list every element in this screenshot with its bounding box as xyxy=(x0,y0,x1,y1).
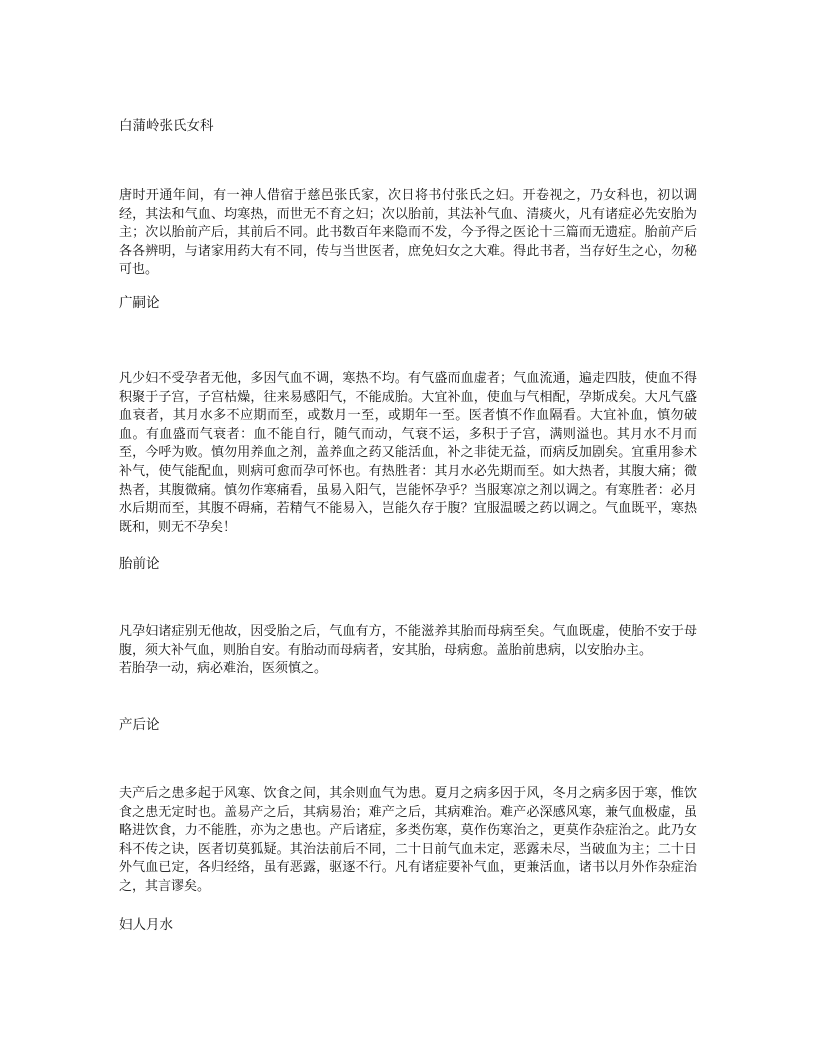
intro-paragraph xyxy=(119,187,697,280)
intro-text: 唐时开通年间，有一神人借宿于慈邑张氏家，次日将书付张氏之妇。开卷视之，乃女科也，初以调经，其法和气血、均寒热，而世无不育之妇；次以胎前，其法补气血、清痰火，凡有诸症必先安胎为主；次以胎前产后，其前后不同。此书数百年来隐而不发，今予得之医论十三篇而无遗症。胎前产后各各辨明，与诸家用药大有不同，传与当世医者，庶免妇女之大难。得此书者，当存好生之心，勿秘可也。 xyxy=(119,188,697,278)
paragraph: 若胎孕一动，病必难治，医须慎之。 xyxy=(119,661,328,677)
section-heading-yueshui: 妇人月水 xyxy=(119,917,173,933)
paragraph: 凡孕妇诸症别无他故，因受胎之后，气血有方，不能滋养其胎而母病至矣。气血既虚，使胎不安于母腹，须大补气血，则胎自安。有胎动而母病者，安其胎，母病愈。盖胎前患病，以安胎办主。 xyxy=(119,624,697,658)
section-body-guangsi xyxy=(119,370,697,537)
section-heading-chanhou: 产后论 xyxy=(119,717,160,733)
paragraph: 夫产后之患多起于风寒、饮食之间，其余则血气为患。夏月之病多因于风，冬月之病多因于寒，惟饮食之患无定时也。盖易产之后，其病易治；难产之后，其病难治。难产必深感风寒，兼气血极虚，虽略进饮食，力不能胜，亦为之患也。产后诸症，多类伤寒，莫作伤寒治之，更莫作杂症治之。此乃女科不传之诀，医者切莫狐疑。其治法前后不同，二十日前气血未定，恶露未尽，当破血为主；二十日外气血已定，各归经络，虽有恶露，驱逐不行。凡有诸症要补气血，更兼活血，诸书以月外作杂症治之，其言谬矣。 xyxy=(119,786,697,894)
paragraph: 凡少妇不受孕者无他，多因气血不调，寒热不均。有气盛而血虚者；气血流通，遍走四肢，使血不得积聚于子宫，子宫枯燥，往来易感阳气，不能成胎。大宜补血，使血与气相配，孕斯成矣。大凡气盛血衰者，其月水多不应期而至，或数月一至，或期年一至。医者慎不作血隔看。大宜补血，慎勿破血。有血盛而气衰者：血不能自行，随气而动，气衰不运，多积于子宫，满则溢也。其月水不月而至，今呼为败。慎勿用养血之剂，盖养血之药又能活血，补之非徒无益，而病反加剧矣。宜重用参术补气，使气能配血，则病可愈而孕可怀也。有热胜者：其月水必先期而至。如大热者，其腹大痛；微热者，其腹微痛。慎勿作寒痛看，虽易入阳气，岂能怀孕乎？当服寒凉之剂以调之。有寒胜者：必月水后期而至，其腹不碍痛，若精气不能易入，岂能久存于腹？宜服温暖之药以调之。气血既平，寒热既和，则无不孕矣！ xyxy=(119,371,697,535)
section-heading-taiqian: 胎前论 xyxy=(119,556,160,572)
section-heading-guangsi: 广嗣论 xyxy=(119,295,160,311)
document-title: 白蒲岭张氏女科 xyxy=(119,118,214,134)
section-body-taiqian xyxy=(119,623,697,679)
section-body-chanhou xyxy=(119,785,697,897)
